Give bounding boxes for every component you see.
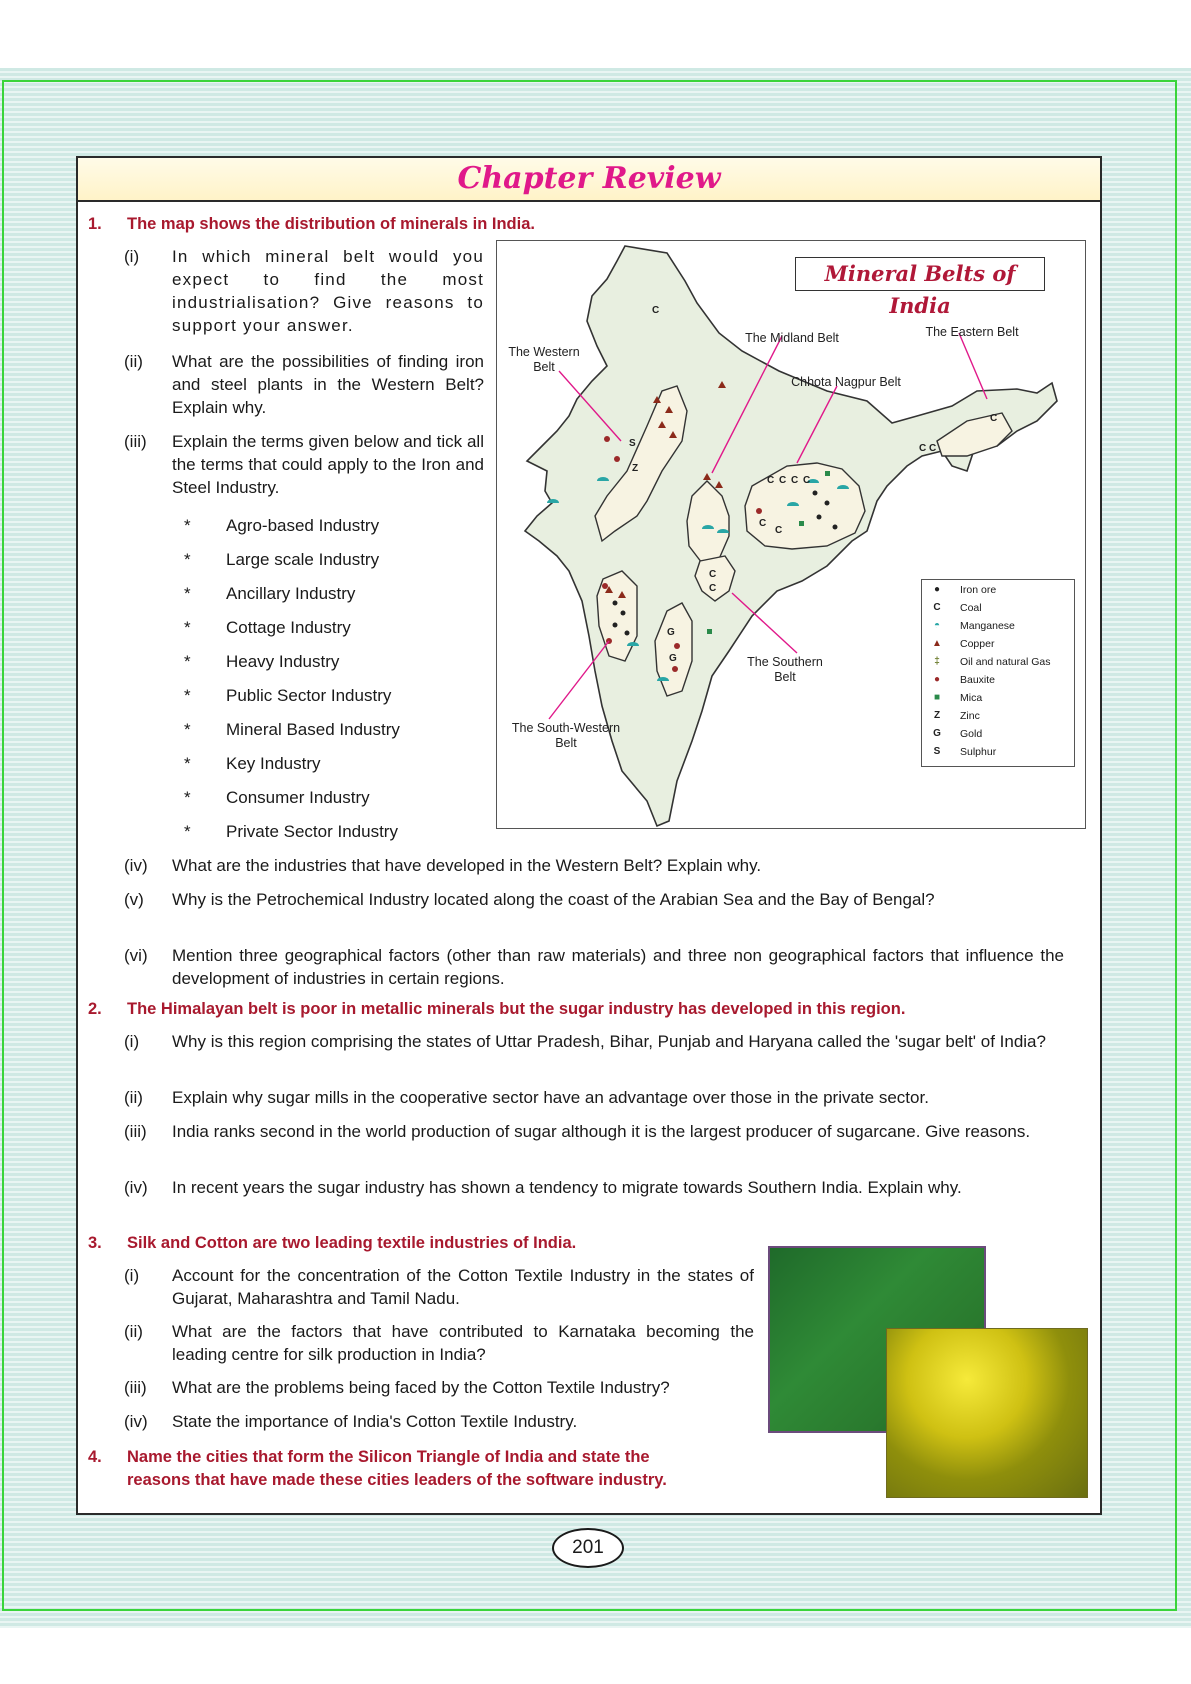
question-text: Silk and Cotton are two leading textile industries of India.: [127, 1234, 577, 1252]
legend-row: ◓ Manganese: [922, 617, 1074, 635]
sub-question-text: Why is the Petrochemical Industry located along the coast of the Arabian Sea and the Bay of Bengal?: [172, 890, 935, 909]
eastern-belt-label: The Eastern Belt: [925, 325, 1019, 339]
term-label: Key Industry: [226, 754, 321, 773]
roman-numeral: (iii): [124, 1122, 147, 1141]
sub-question: [124, 854, 1064, 877]
sub-question: [124, 1176, 1064, 1222]
sub-question: [124, 430, 484, 500]
roman-numeral: (ii): [124, 1322, 143, 1341]
map-title-box: [795, 257, 1045, 318]
svg-text:C: C: [919, 443, 927, 454]
term-label: Cottage Industry: [226, 618, 351, 637]
svg-text:C: C: [767, 475, 775, 486]
zinc-symbol: Z: [933, 710, 941, 721]
sub-question: [124, 1410, 754, 1433]
roman-numeral: (ii): [124, 352, 143, 371]
sub-question-text: What are the possibilities of finding iron and steel plants in the Western Belt? Explain why.: [172, 352, 484, 417]
mica-symbol: ■: [933, 692, 941, 703]
sub-question-text: In recent years the sugar industry has shown a tendency to migrate towards Southern India. Explain why.: [172, 1178, 962, 1197]
manganese-symbol: ◓: [933, 620, 941, 631]
chapter-title: Chapter Review: [457, 161, 721, 196]
question-number: 4.: [88, 1448, 102, 1466]
roman-numeral: (vi): [124, 946, 148, 965]
legend-row: G Gold: [922, 725, 1074, 743]
silk-fabric-photo: [886, 1328, 1088, 1498]
sub-question-text: What are the factors that have contributed to Karnataka becoming the leading centre for silk production in India?: [172, 1322, 754, 1364]
svg-text:C: C: [759, 518, 767, 529]
roman-numeral: (iv): [124, 1178, 148, 1197]
term-label: Private Sector Industry: [226, 822, 398, 841]
question-number: 2.: [88, 1000, 102, 1018]
sub-question-text: Mention three geographical factors (other than raw materials) and three non geographical factors that influence the development of industries in certain regions.: [172, 946, 1064, 988]
roman-numeral: (iii): [124, 432, 147, 451]
legend-row: ▲ Copper: [922, 635, 1074, 653]
roman-numeral: (i): [124, 1266, 140, 1285]
svg-text:C: C: [990, 413, 998, 424]
sulphur-symbol: S: [933, 746, 941, 757]
sub-question: [124, 1086, 1064, 1109]
map-legend: [921, 579, 1075, 767]
sub-question: [124, 1376, 754, 1399]
legend-row: ● Iron ore: [922, 581, 1074, 599]
sub-question: [124, 245, 484, 337]
question-3: [88, 1232, 728, 1255]
mineral-belts-map: [496, 240, 1086, 829]
roman-numeral: (ii): [124, 1088, 143, 1107]
svg-text:S: S: [629, 438, 636, 449]
legend-row: ■ Mica: [922, 689, 1074, 707]
svg-text:C: C: [775, 525, 783, 536]
question-2: [88, 998, 1088, 1021]
svg-text:C: C: [929, 443, 937, 454]
legend-row: S Sulphur: [922, 743, 1074, 761]
legend-row: ‡ Oil and natural Gas: [922, 653, 1074, 671]
question-4: [88, 1446, 768, 1494]
sub-question: [124, 1030, 1064, 1076]
svg-text:C: C: [652, 305, 660, 316]
svg-text:G: G: [669, 653, 677, 664]
title-bar: [78, 158, 1100, 202]
svg-text:Z: Z: [632, 463, 639, 474]
term-label: Public Sector Industry: [226, 686, 392, 705]
term-label: Heavy Industry: [226, 652, 340, 671]
term-label: Consumer Industry: [226, 788, 370, 807]
svg-text:C: C: [709, 569, 717, 580]
roman-numeral: (v): [124, 890, 144, 909]
page-number: 201: [552, 1528, 624, 1568]
svg-text:C: C: [791, 475, 799, 486]
midland-belt-label: The Midland Belt: [745, 331, 839, 345]
question-number: 1.: [88, 215, 102, 233]
sub-question-text: In which mineral belt would you expect to find the most industrialisation? Give reasons to support your answer.: [172, 247, 484, 335]
chapter-review-panel: Chapter Review 1. The map shows the distribution of minerals in India. (i) In which mineral belt would you expect to find the most industrialisation? Give reasons to support your answer. (ii) What are the possibilities of finding iron and steel plants in the Western Belt? Explain why. (iii) Explain the terms given below and tick all the terms that could apply to the Iron and Steel Industry. * Agro-based Industry * Large scale Industry * Ancillary Industry * Cottage Industry * Heavy Industry * Public Sector Industry * Mineral Based Industry * Key Industry * Consumer Industry * Private Sector Industry C C C C C C C C C C C C Z S G G Mineral Belts of India The Western Belt The Midland Belt The Eastern Belt Chhota Nagpur Belt The Southern Belt The South-Western Belt ● Iron ore C Coal ◓ Manganese ▲ Copper ‡ Oil and natural Gas ● Bauxite ■ Mica Z Zinc G Gold S Sulphur (iv) What are the industries that have developed in the Western Belt? Explain why. (v) Why is the Petrochemical Industry located along the coast of the Arabian Sea and the Bay of Bengal? (vi) Mention three geographical factors (other than raw materials) and three non geographical factors that influence the development of industries in certain regions. 2. The Himalayan belt is poor in metallic minerals but the sugar industry has developed in this region. (i) Why is this region comprising the states of Uttar Pradesh, Bihar, Punjab and Haryana called the 'sugar belt' of India? (ii) Explain why sugar mills in the cooperative sector have an advantage over those in the private sector. (iii) India ranks second in the world production of sugar although it is the largest producer of sugarcane. Give reasons. (iv) In recent years the sugar industry has shown a tendency to migrate towards Southern India. Explain why. 3. Silk and Cotton are two leading textile industries of India. (i) Account for the concentration of the Cotton Textile Industry in the states of Gujarat, Maharashtra and Tamil Nadu. (ii) What are the factors that have contributed to Karnataka becoming the leading centre for silk production in India? (iii) What are the problems being faced by the Cotton Textile Industry? (iv) State the importance of India's Cotton Textile Industry. 4. Name the cities that form the Silicon Triangle of India and state the reasons that have made these cities leaders of the software industry.: [76, 156, 1102, 1515]
sub-question: [124, 1264, 754, 1310]
copper-symbol: ▲: [932, 638, 942, 649]
roman-numeral: (iv): [124, 1412, 148, 1431]
sub-question-text: State the importance of India's Cotton Textile Industry.: [172, 1412, 578, 1431]
sub-question: [124, 350, 484, 420]
question-number: 3.: [88, 1234, 102, 1252]
iron-ore-symbol: ●: [933, 584, 941, 595]
chhota-nagpur-belt-label: Chhota Nagpur Belt: [791, 375, 901, 389]
question-text: Name the cities that form the Silicon Triangle of India and state the reasons that have made these cities leaders of the software industry.: [127, 1448, 667, 1489]
roman-numeral: (iv): [124, 856, 148, 875]
svg-text:C: C: [803, 475, 811, 486]
sub-question-text: Why is this region comprising the states of Uttar Pradesh, Bihar, Punjab and Haryana called the 'sugar belt' of India?: [172, 1032, 1046, 1051]
question-text: The map shows the distribution of minerals in India.: [127, 215, 535, 233]
term-label: Mineral Based Industry: [226, 720, 400, 739]
bauxite-symbol: ●: [933, 674, 941, 685]
sub-question: [124, 888, 1064, 934]
oil-gas-symbol: ‡: [934, 656, 940, 667]
sub-question-text: Explain the terms given below and tick all the terms that could apply to the Iron and Steel Industry.: [172, 432, 484, 497]
svg-text:C: C: [709, 583, 717, 594]
question-1: [88, 213, 1088, 236]
svg-text:C: C: [779, 475, 787, 486]
sub-question-text: What are the industries that have developed in the Western Belt? Explain why.: [172, 856, 762, 875]
gold-symbol: G: [933, 728, 941, 739]
roman-numeral: (i): [124, 247, 140, 266]
legend-row: Z Zinc: [922, 707, 1074, 725]
coal-symbol: C: [933, 602, 941, 613]
sub-question: [124, 944, 1064, 990]
southern-belt-label: The Southern Belt: [747, 655, 823, 684]
sub-question: [124, 1320, 754, 1366]
term-label: Large scale Industry: [226, 550, 380, 569]
western-belt-label: The Western Belt: [508, 345, 580, 374]
sub-question-text: India ranks second in the world production of sugar although it is the largest producer of sugarcane. Give reasons.: [172, 1122, 1031, 1141]
term-label: Ancillary Industry: [226, 584, 356, 603]
south-western-belt-label: The South-Western Belt: [511, 721, 621, 750]
roman-numeral: (iii): [124, 1378, 147, 1397]
roman-numeral: (i): [124, 1032, 140, 1051]
legend-row: ● Bauxite: [922, 671, 1074, 689]
question-text: The Himalayan belt is poor in metallic minerals but the sugar industry has developed in this region.: [127, 1000, 906, 1018]
svg-text:G: G: [667, 627, 675, 638]
sub-question-text: Explain why sugar mills in the cooperative sector have an advantage over those in the private sector.: [172, 1088, 929, 1107]
legend-row: C Coal: [922, 599, 1074, 617]
term-label: Agro-based Industry: [226, 516, 380, 535]
sub-question: [124, 1120, 1064, 1166]
sub-question-text: Account for the concentration of the Cotton Textile Industry in the states of Gujarat, Maharashtra and Tamil Nadu.: [172, 1266, 754, 1308]
sub-question-text: What are the problems being faced by the Cotton Textile Industry?: [172, 1378, 670, 1397]
map-title: Mineral Belts of India: [824, 261, 1016, 318]
